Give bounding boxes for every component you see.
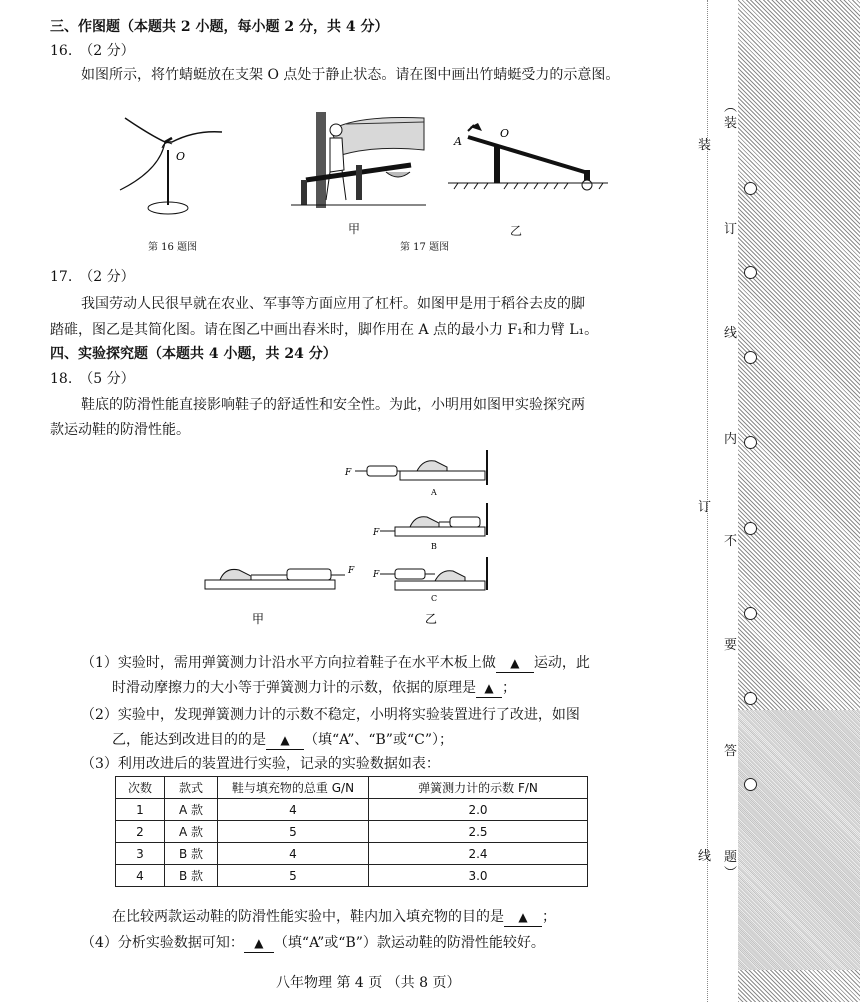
- binding-ti: 题: [724, 850, 738, 865]
- binding-paren-close: ︶: [724, 866, 738, 881]
- binding-hole: [744, 436, 757, 449]
- table-cell: 2: [116, 821, 165, 843]
- table-cell: 5: [218, 865, 369, 887]
- table-header-row: [116, 777, 588, 799]
- q16-number: 16. （2 分）: [50, 43, 135, 59]
- q18-line1: 鞋底的防滑性能直接影响鞋子的舒适性和安全性。为此，小明用如图甲实验探究两: [81, 397, 585, 413]
- q17-number: 17. （2 分）: [50, 269, 135, 285]
- table-cell: 2.4: [369, 843, 588, 865]
- table-row: [116, 843, 588, 865]
- answer-blank-4[interactable]: ▲: [504, 908, 542, 927]
- q18-part1-line2: 时滑动摩擦力的大小等于弹簧测力计的示数，依据的原理是 ▲ ；: [112, 680, 516, 696]
- q18-label-c: C: [431, 594, 438, 603]
- table-row: [116, 865, 588, 887]
- q18-f-label-jia: F: [348, 566, 355, 576]
- table-cell: 3.0: [369, 865, 588, 887]
- answer-blank-2[interactable]: ▲: [476, 679, 502, 698]
- table-cell: 2.0: [369, 799, 588, 821]
- binding-hole: [744, 522, 757, 535]
- binding-nei: 内: [724, 432, 738, 447]
- q17-lever-diagram: [448, 115, 618, 200]
- table-header: 弹簧测力计的示数 F/N: [369, 777, 588, 799]
- q18-label-yi: 乙: [425, 612, 438, 626]
- binding-xian: 线: [724, 326, 738, 341]
- binding-paren-open: ︵: [724, 100, 738, 115]
- q17-label-a: A: [454, 135, 462, 148]
- q16-label-o: O: [176, 150, 186, 163]
- table-cell: 5: [218, 821, 369, 843]
- table-row: [116, 821, 588, 843]
- table-header: 次数: [116, 777, 165, 799]
- section-4-heading: 四、实验探究题（本题共 4 小题，共 24 分）: [50, 346, 337, 362]
- table-header: 鞋与填充物的总重 G/N: [218, 777, 369, 799]
- q18-label-jia: 甲: [252, 612, 265, 626]
- q17-label-jia: 甲: [348, 222, 361, 236]
- binding-zhuang: 装: [724, 116, 738, 131]
- q16-caption: 第 16 题图: [148, 242, 198, 253]
- binding-hole: [744, 266, 757, 279]
- q17-label-yi: 乙: [510, 224, 523, 238]
- page-footer: 八年物理 第 4 页 （共 8 页）: [276, 975, 461, 991]
- q16-dragonfly-figure: [110, 110, 230, 220]
- binding-outer-zhuang: 装: [698, 138, 712, 153]
- q18-part3-purpose: 在比较两款运动鞋的防滑性能实验中，鞋内加入填充物的目的是 ▲ ；: [112, 909, 556, 925]
- binding-ding: 订: [724, 222, 738, 237]
- q18-label-a: A: [431, 488, 437, 497]
- q17-line2: 踏碓，图乙是其简化图。请在图乙中画出舂米时，脚作用在 A 点的最小力 F₁和力臂 L₁。: [50, 322, 599, 338]
- q18-part2-line1: （2）实验中，发现弹簧测力计的示数不稳定，小明将实验装置进行了改进，如图: [81, 707, 580, 723]
- q17-caption: 第 17 题图: [400, 242, 450, 253]
- q18-part3-line: （3）利用改进后的装置进行实验，记录的实验数据如表：: [81, 756, 440, 772]
- q18-f-label-a: F: [345, 468, 352, 478]
- q18-part1-line1: （1）实验时，需用弹簧测力计沿水平方向拉着鞋子在水平木板上做 ▲ 运动，此: [81, 655, 590, 671]
- table-cell: 4: [116, 865, 165, 887]
- table-cell: A 款: [165, 799, 218, 821]
- table-cell: B 款: [165, 865, 218, 887]
- section-3-heading: 三、作图题（本题共 2 小题，每小题 2 分，共 4 分）: [50, 19, 389, 35]
- q17-line1: 我国劳动人民很早就在农业、军事等方面应用了杠杆。如图甲是用于稻谷去皮的脚: [81, 296, 585, 312]
- binding-da: 答: [724, 744, 738, 759]
- q18-label-b: B: [431, 542, 437, 551]
- binding-hole: [744, 607, 757, 620]
- table-cell: 3: [116, 843, 165, 865]
- q17-label-o: O: [500, 127, 510, 140]
- table-cell: 1: [116, 799, 165, 821]
- binding-outer-ding: 订: [698, 500, 712, 515]
- table-cell: A 款: [165, 821, 218, 843]
- binding-hole: [744, 351, 757, 364]
- table-header: 款式: [165, 777, 218, 799]
- binding-hole: [744, 692, 757, 705]
- q18-f-label-b: F: [373, 528, 380, 538]
- table-row: [116, 799, 588, 821]
- binding-hole: [744, 182, 757, 195]
- q18-data-table: [115, 776, 588, 887]
- binding-yao: 要: [724, 638, 738, 653]
- binding-hole: [744, 778, 757, 791]
- table-cell: 4: [218, 843, 369, 865]
- answer-blank-3[interactable]: ▲: [266, 731, 304, 750]
- q18-shoe-friction-figure: [195, 445, 495, 630]
- q18-number: 18. （5 分）: [50, 371, 135, 387]
- q18-f-label-c: F: [373, 570, 380, 580]
- q16-text: 如图所示，将竹蜻蜓放在支架 O 点处于静止状态。请在图中画出竹蜻蜓受力的示意图。: [81, 67, 620, 83]
- q18-line2: 款运动鞋的防滑性能。: [50, 422, 190, 438]
- q18-part2-line2: 乙，能达到改进目的的是 ▲ （填“A”、“B”或“C”）；: [112, 732, 453, 748]
- q18-part4-line: （4）分析实验数据可知： ▲ （填“A”或“B”）款运动鞋的防滑性能较好。: [81, 935, 545, 951]
- binding-bu: 不: [724, 534, 738, 549]
- answer-blank-1[interactable]: ▲: [496, 654, 534, 673]
- table-cell: 4: [218, 799, 369, 821]
- binding-hatch-shade: [738, 710, 860, 970]
- table-cell: B 款: [165, 843, 218, 865]
- q17-pestle-illustration: [286, 110, 428, 210]
- table-cell: 2.5: [369, 821, 588, 843]
- binding-outer-xian: 线: [698, 849, 712, 864]
- answer-blank-5[interactable]: ▲: [244, 934, 274, 953]
